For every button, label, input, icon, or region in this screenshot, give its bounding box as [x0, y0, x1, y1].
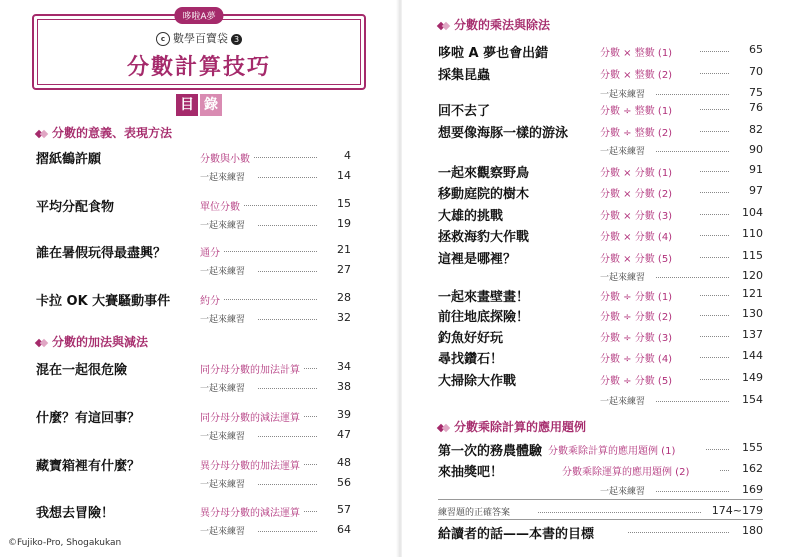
copyright-credit: ©Fujiko-Pro, Shogakukan: [8, 538, 122, 548]
dot-leader: [700, 357, 729, 358]
topic-label: 分數 ÷ 分數 (2): [600, 312, 673, 323]
dot-leader: [258, 484, 317, 485]
page-number: 57: [337, 503, 351, 516]
practice-entry[interactable]: [438, 268, 763, 284]
entry-title: 什麼？有這回事？: [36, 411, 141, 426]
page-number: 47: [337, 428, 351, 441]
section-heading: [438, 16, 550, 33]
toc-char-2: 錄: [200, 94, 222, 116]
toc-entry[interactable]: [438, 348, 763, 367]
entry-title: 移動庭院的樹木: [438, 187, 530, 202]
dot-leader: [700, 315, 729, 316]
topic-label: 分數 × 分數 (1): [600, 168, 673, 179]
toc-entry[interactable]: [36, 290, 351, 309]
page-number: 180: [742, 524, 763, 537]
dot-leader: [258, 225, 317, 226]
page-number: 4: [344, 149, 351, 162]
answers-entry[interactable]: [438, 503, 763, 519]
entry-title: 前往地底探險！: [438, 310, 530, 325]
divider: [438, 519, 763, 520]
practice-entry[interactable]: [36, 310, 351, 326]
dot-leader: [258, 177, 317, 178]
series-tag: 哆啦A夢: [174, 7, 223, 24]
page-number: 144: [742, 349, 763, 362]
topic-label: 通分: [200, 248, 220, 259]
dot-leader: [628, 532, 729, 533]
topic-label: 分數乘除計算的應用題例 (1): [548, 446, 676, 457]
diamond-icon: [36, 338, 46, 348]
practice-label: 一起來練習: [600, 397, 646, 407]
book-subtitle: [34, 30, 364, 46]
entry-title: 第一次的務農體驗: [438, 444, 543, 459]
practice-entry[interactable]: [36, 216, 351, 232]
toc-entry[interactable]: [36, 502, 351, 521]
entry-title: 這裡是哪裡？: [438, 252, 517, 267]
dot-leader: [258, 271, 317, 272]
entry-title: 尋找鑽石！: [438, 352, 504, 367]
topic-label: 同分母分數的加法計算: [200, 365, 300, 376]
dot-leader: [656, 401, 729, 402]
dot-leader: [258, 319, 317, 320]
page-number: 121: [742, 287, 763, 300]
topic-label: 異分母分數的加法運算: [200, 461, 300, 472]
series-logo-icon: c: [156, 32, 170, 46]
toc-entry[interactable]: [36, 148, 351, 167]
practice-entry[interactable]: [36, 168, 351, 184]
page-number: 21: [337, 243, 351, 256]
practice-entry[interactable]: [438, 392, 763, 408]
page-number: 34: [337, 360, 351, 373]
practice-label: 一起來練習: [200, 432, 246, 442]
page-number: 137: [742, 328, 763, 341]
dot-leader: [656, 277, 729, 278]
dot-leader: [656, 94, 729, 95]
dot-leader: [706, 449, 729, 450]
page-number: 169: [742, 483, 763, 496]
dot-leader: [254, 157, 317, 158]
section-heading-text: 分數的乘法與除法: [454, 18, 551, 32]
dot-leader: [258, 531, 317, 532]
topic-label: 分數 × 分數 (2): [600, 189, 673, 200]
topic-label: 異分母分數的減法運算: [200, 508, 300, 519]
entry-title: 想要像海豚一樣的游泳: [438, 126, 569, 141]
book-title: 分數計算技巧: [126, 55, 271, 80]
entry-title: 拯救海豹大作戰: [438, 230, 530, 245]
diamond-icon: [438, 21, 448, 31]
title-box: [32, 14, 366, 90]
topic-label: 分數 ÷ 分數 (5): [600, 376, 673, 387]
practice-entry[interactable]: [438, 142, 763, 158]
entry-title: 採集昆蟲: [438, 68, 491, 83]
entry-title: 釣魚好好玩: [438, 331, 504, 346]
divider: [438, 499, 763, 500]
topic-label: 同分母分數的減法運算: [200, 413, 300, 424]
topic-label: 分數與小數: [200, 154, 250, 165]
page-number: 28: [337, 291, 351, 304]
entry-title: 一起來畫壁畫！: [438, 290, 530, 305]
entry-title: 卡拉 OK 大賽騷動事件: [36, 294, 171, 309]
practice-label: 一起來練習: [200, 384, 246, 394]
toc-entry[interactable]: [438, 327, 763, 346]
toc-entry[interactable]: [438, 226, 763, 245]
dot-leader: [700, 235, 729, 236]
entry-title: 回不去了: [438, 104, 491, 119]
entry-title: 藏寶箱裡有什麼？: [36, 459, 141, 474]
page-number: 110: [742, 227, 763, 240]
practice-label: 一起來練習: [200, 221, 246, 231]
section-heading: [36, 333, 148, 350]
dot-leader: [700, 109, 729, 110]
practice-label: 一起來練習: [200, 173, 246, 183]
entry-title: 給讀者的話——本書的目標: [438, 527, 595, 542]
topic-label: 分數 × 分數 (5): [600, 254, 673, 265]
dot-leader: [224, 251, 317, 252]
practice-entry[interactable]: [36, 262, 351, 278]
entry-title: 摺紙鶴許願: [36, 152, 102, 167]
toc-entry[interactable]: [438, 306, 763, 325]
dot-leader: [656, 491, 729, 492]
page-number: 130: [742, 307, 763, 320]
page-number: 15: [337, 197, 351, 210]
page-number: 19: [337, 217, 351, 230]
dot-leader: [700, 214, 729, 215]
entry-title: 大掃除大作戰: [438, 374, 517, 389]
topic-label: 分數 ÷ 整數 (2): [600, 128, 673, 139]
toc-entry[interactable]: [36, 242, 351, 261]
topic-label: 分數 ÷ 分數 (4): [600, 354, 673, 365]
section-heading-text: 分數乘除計算的應用題例: [454, 420, 587, 434]
page-number: 162: [742, 462, 763, 475]
subtitle-text: 數學百寶袋: [173, 32, 228, 45]
practice-label: 一起來練習: [600, 487, 646, 497]
page-number: 97: [749, 184, 763, 197]
toc-entry[interactable]: [438, 440, 763, 459]
page-number: 48: [337, 456, 351, 469]
toc-entry[interactable]: [36, 359, 351, 378]
practice-entry[interactable]: [36, 379, 351, 395]
practice-entry[interactable]: [36, 522, 351, 538]
toc-entry[interactable]: [438, 162, 763, 181]
practice-label: 一起來練習: [600, 90, 646, 100]
topic-label: 分數 × 分數 (3): [600, 211, 673, 222]
page-range: 174~179: [711, 504, 763, 517]
section-heading-text: 分數的加法與減法: [52, 335, 149, 349]
topic-label: 約分: [200, 296, 220, 307]
topic-label: 分數 ÷ 分數 (3): [600, 333, 673, 344]
entry-title: 誰在暑假玩得最盡興？: [36, 246, 167, 261]
dot-leader: [304, 511, 317, 512]
entry-title: 哆啦 A 夢也會出錯: [438, 46, 549, 61]
dot-leader: [700, 73, 729, 74]
page-number: 14: [337, 169, 351, 182]
page-number: 82: [749, 123, 763, 136]
closing-entry[interactable]: [438, 523, 763, 542]
topic-label: 分數 × 整數 (1): [600, 48, 673, 59]
page-number: 120: [742, 269, 763, 282]
section-heading: [438, 418, 586, 435]
topic-label: 分數乘除運算的應用題例 (2): [562, 467, 690, 478]
dot-leader: [700, 379, 729, 380]
topic-label: 分數 × 分數 (4): [600, 232, 673, 243]
page-number: 91: [749, 163, 763, 176]
practice-label: 一起來練習: [600, 147, 646, 157]
page-number: 90: [749, 143, 763, 156]
page-number: 70: [749, 65, 763, 78]
page-number: 27: [337, 263, 351, 276]
page-number: 38: [337, 380, 351, 393]
page-number: 75: [749, 86, 763, 99]
dot-leader: [700, 131, 729, 132]
volume-badge: 3: [231, 34, 242, 45]
dot-leader: [304, 464, 317, 465]
topic-label: 單位分數: [200, 202, 240, 213]
practice-entry[interactable]: [438, 85, 763, 101]
section-heading: [36, 124, 172, 141]
practice-label: 一起來練習: [200, 267, 246, 277]
practice-entry[interactable]: [438, 482, 763, 498]
toc-entry[interactable]: [438, 42, 763, 61]
entry-title: 一起來觀察野鳥: [438, 166, 530, 181]
toc-entry[interactable]: [438, 205, 763, 224]
topic-label: 分數 ÷ 整數 (1): [600, 106, 673, 117]
toc-entry[interactable]: [438, 370, 763, 389]
page-number: 64: [337, 523, 351, 536]
page-number: 56: [337, 476, 351, 489]
practice-label: 一起來練習: [200, 527, 246, 537]
practice-label: 一起來練習: [200, 480, 246, 490]
toc-entry[interactable]: [36, 407, 351, 426]
diamond-icon: [36, 129, 46, 139]
page-number: 104: [742, 206, 763, 219]
right-page: [402, 0, 800, 557]
dot-leader: [700, 192, 729, 193]
dot-leader: [304, 368, 317, 369]
toc-entry[interactable]: [438, 122, 763, 141]
dot-leader: [258, 436, 317, 437]
toc-entry[interactable]: [36, 196, 351, 215]
topic-label: 分數 ÷ 分數 (1): [600, 292, 673, 303]
dot-leader: [720, 470, 729, 471]
practice-entry[interactable]: [36, 475, 351, 491]
dot-leader: [258, 388, 317, 389]
dot-leader: [700, 171, 729, 172]
toc-entry[interactable]: [438, 248, 763, 267]
dot-leader: [538, 512, 701, 513]
diamond-icon: [438, 423, 448, 433]
dot-leader: [304, 416, 317, 417]
toc-entry[interactable]: [438, 64, 763, 83]
page-number: 115: [742, 249, 763, 262]
page-number: 149: [742, 371, 763, 384]
answers-label: 練習題的正確答案: [438, 508, 511, 518]
toc-entry[interactable]: [438, 461, 763, 480]
toc-entry[interactable]: [438, 286, 763, 305]
practice-entry[interactable]: [36, 427, 351, 443]
entry-title: 混在一起很危險: [36, 363, 128, 378]
page-number: 154: [742, 393, 763, 406]
dot-leader: [700, 336, 729, 337]
section-heading-text: 分數的意義、表現方法: [52, 126, 173, 140]
practice-label: 一起來練習: [600, 273, 646, 283]
dot-leader: [700, 51, 729, 52]
dot-leader: [656, 151, 729, 152]
dot-leader: [700, 295, 729, 296]
entry-title: 大雄的挑戰: [438, 209, 504, 224]
page-number: 39: [337, 408, 351, 421]
entry-title: 平均分配食物: [36, 200, 115, 215]
dot-leader: [700, 257, 729, 258]
toc-char-1: 目: [176, 94, 198, 116]
practice-label: 一起來練習: [200, 315, 246, 325]
page-number: 32: [337, 311, 351, 324]
toc-entry[interactable]: [438, 100, 763, 119]
entry-title: 我想去冒險！: [36, 506, 115, 521]
left-page: [0, 0, 398, 557]
entry-title: 來抽獎吧！: [438, 465, 504, 480]
page-number: 65: [749, 43, 763, 56]
page-number: 155: [742, 441, 763, 454]
topic-label: 分數 × 整數 (2): [600, 70, 673, 81]
toc-entry[interactable]: [438, 183, 763, 202]
page-number: 76: [749, 101, 763, 114]
dot-leader: [224, 299, 317, 300]
toc-heading: [176, 94, 222, 116]
toc-entry[interactable]: [36, 455, 351, 474]
dot-leader: [244, 205, 317, 206]
